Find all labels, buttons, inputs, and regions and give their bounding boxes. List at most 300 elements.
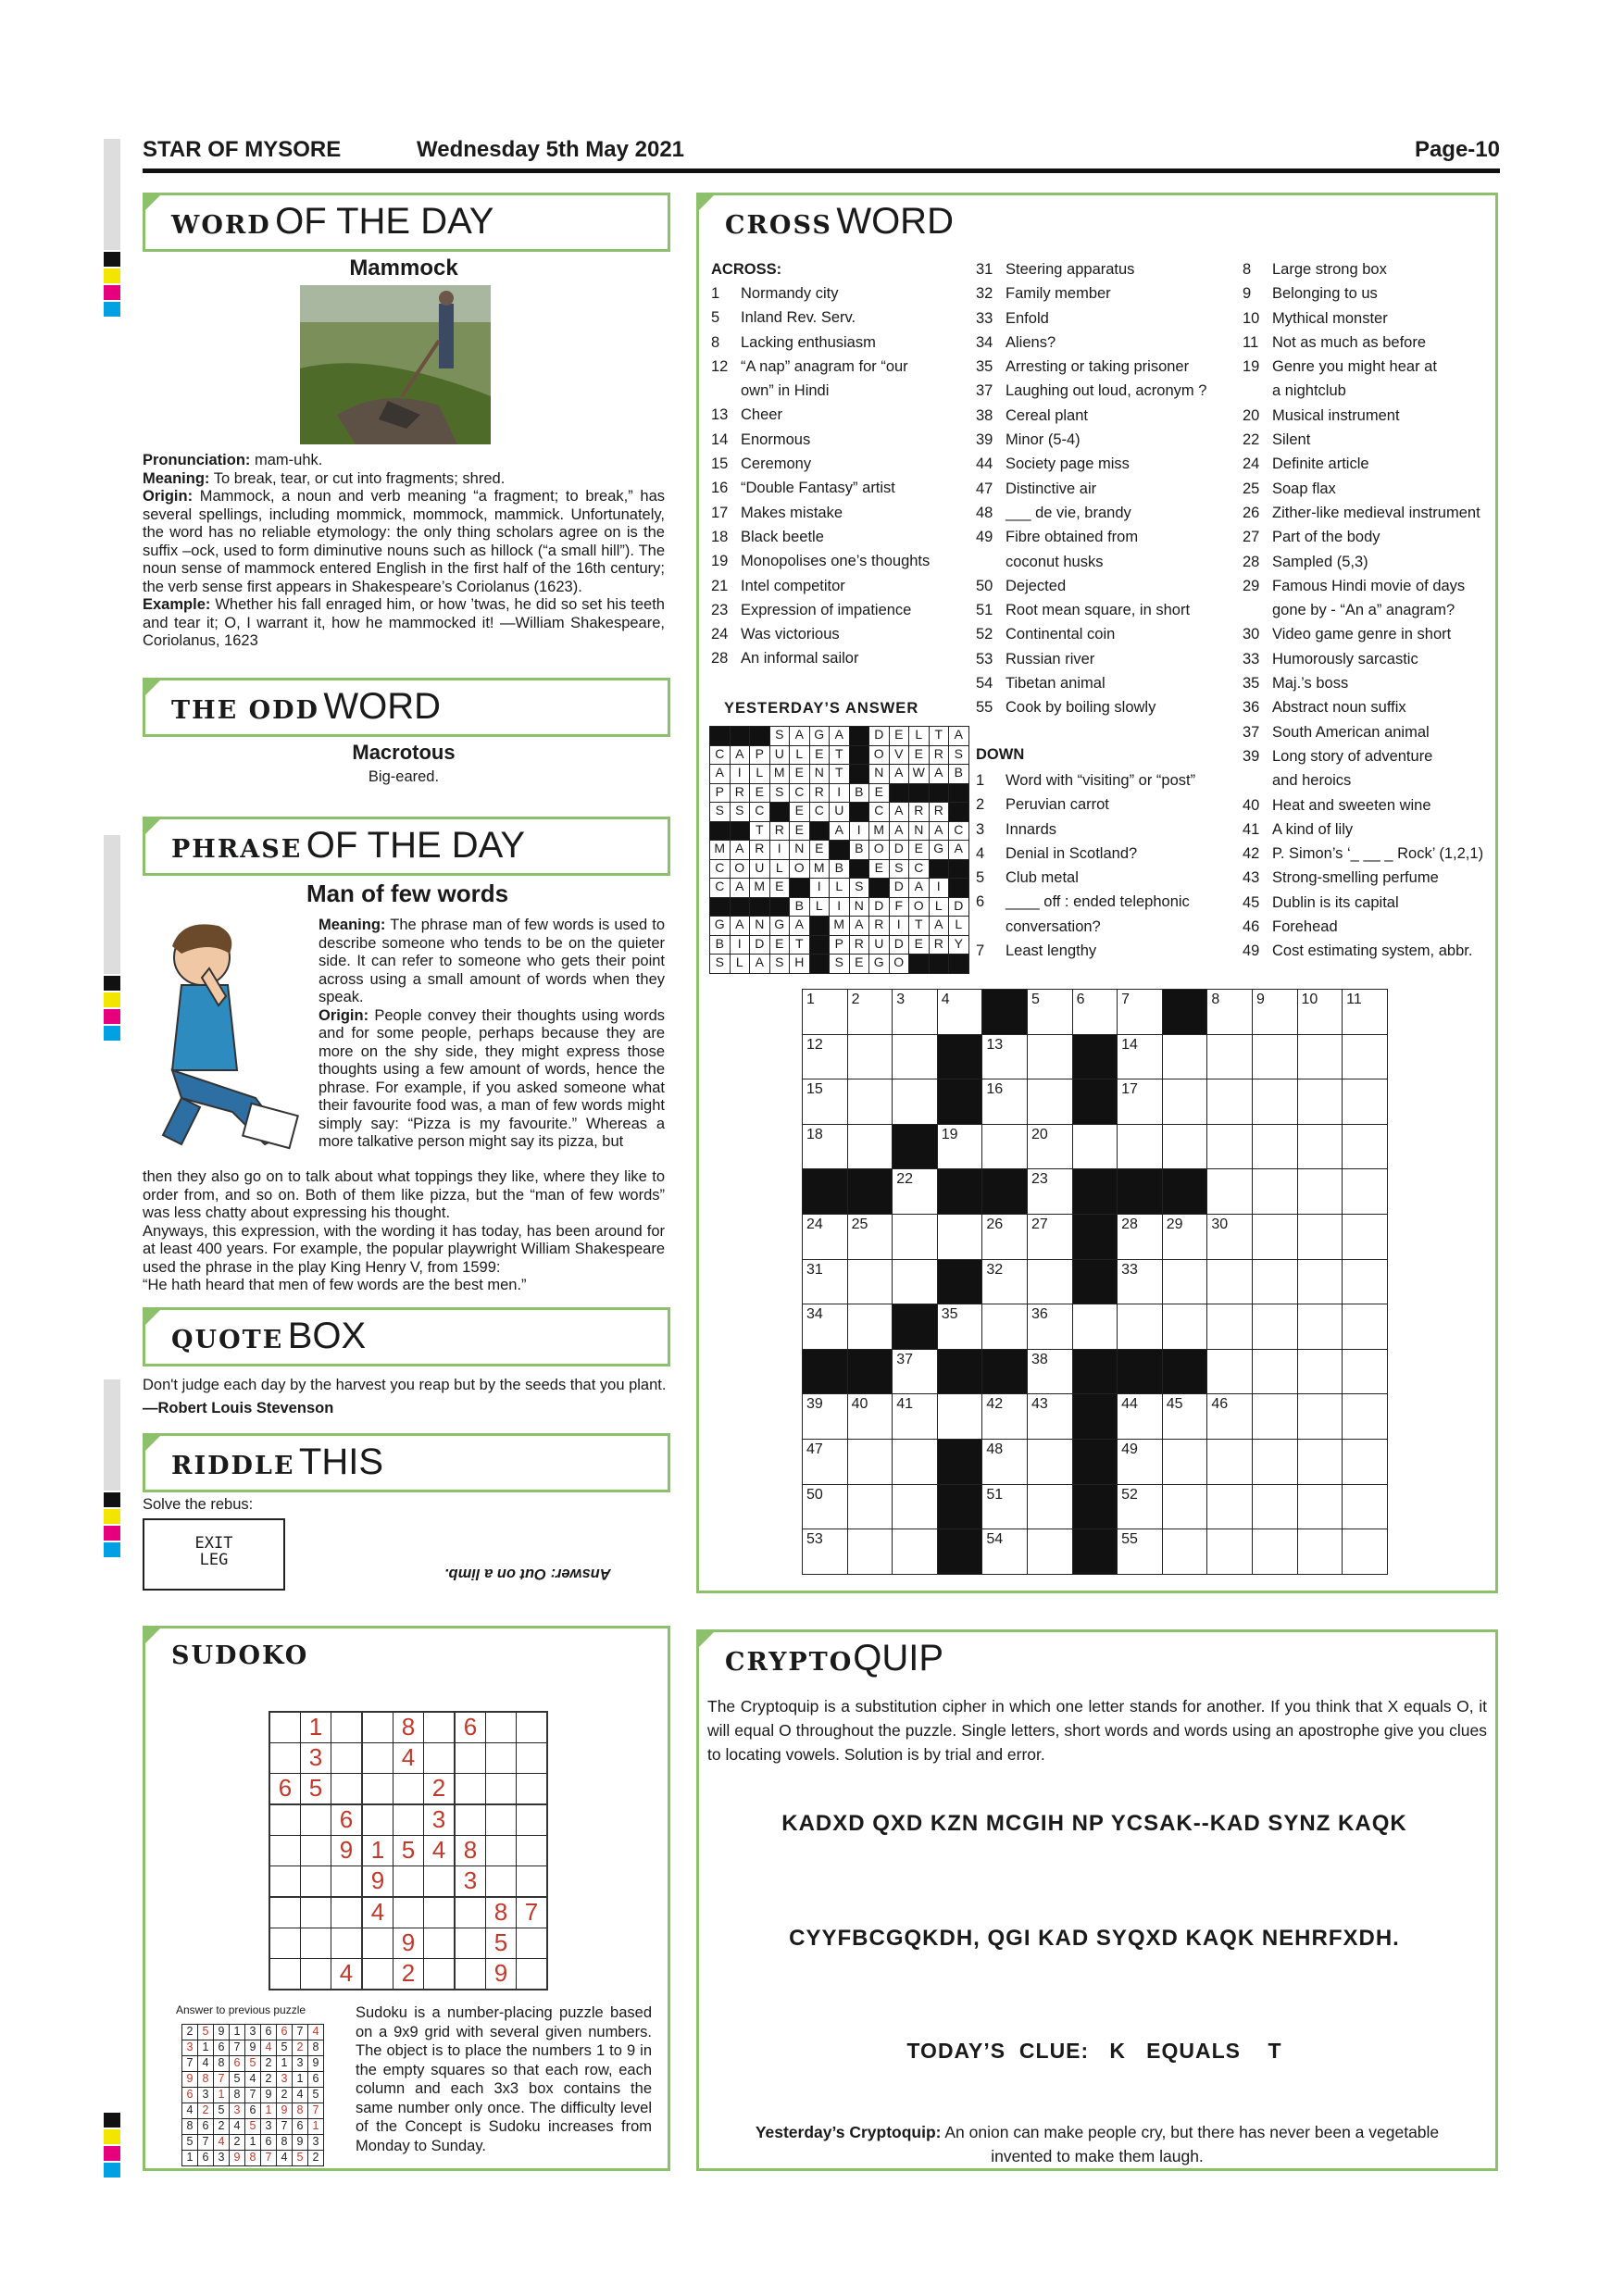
- sudoku-cell[interactable]: [424, 1897, 456, 1928]
- crossword-cell[interactable]: [1343, 1124, 1388, 1169]
- answer-cell: C: [790, 783, 810, 803]
- crossword-cell[interactable]: [847, 1124, 893, 1169]
- sudoku-cell[interactable]: [362, 1959, 394, 1990]
- cell-number: 20: [1031, 1126, 1048, 1142]
- previous-sudoku-cell: 9: [293, 2135, 308, 2151]
- answer-cell: D: [949, 897, 969, 917]
- crossword-cell[interactable]: [847, 1439, 893, 1484]
- crossword-cell[interactable]: [1207, 1034, 1253, 1079]
- clue-number: 10: [1243, 309, 1260, 327]
- clue-row: [711, 574, 970, 598]
- crossword-cell[interactable]: [1072, 1124, 1118, 1169]
- clue-row: [711, 281, 970, 306]
- crossword-cell[interactable]: [1252, 1034, 1297, 1079]
- clue-text: Black beetle: [741, 528, 824, 545]
- black-cell: [803, 1349, 848, 1394]
- crossword-cell[interactable]: [1027, 990, 1072, 1035]
- crossword-cell[interactable]: [1118, 1484, 1163, 1529]
- answer-cell: F: [889, 897, 909, 917]
- crossword-cell[interactable]: [1027, 1349, 1072, 1394]
- sudoku-cell[interactable]: [301, 1928, 331, 1959]
- sudoku-cell[interactable]: [331, 1928, 363, 1959]
- crossword-cell[interactable]: [893, 1034, 938, 1079]
- clue-text: Belonging to us: [1272, 285, 1378, 303]
- clue-number: 20: [1243, 406, 1260, 424]
- crossword-cell[interactable]: [1343, 1484, 1388, 1529]
- sudoku-cell[interactable]: [517, 1928, 548, 1959]
- crossword-cell[interactable]: [893, 1169, 938, 1215]
- sudoku-cell[interactable]: [331, 1897, 363, 1928]
- crossword-cell[interactable]: [1297, 1394, 1343, 1440]
- sudoku-cell[interactable]: [394, 1866, 424, 1898]
- sudoku-cell[interactable]: [362, 1743, 394, 1774]
- previous-sudoku-cell: 6: [198, 2119, 214, 2135]
- cell-number: 3: [896, 992, 906, 1007]
- sudoku-cell[interactable]: [517, 1959, 548, 1990]
- sudoku-cell[interactable]: [269, 1866, 301, 1898]
- clue-number: 36: [1243, 699, 1260, 717]
- clue-text: Long story of adventure: [1272, 747, 1433, 765]
- crossword-cell[interactable]: [1343, 1394, 1388, 1440]
- cell-number: 45: [1166, 1396, 1183, 1413]
- crossword-cell[interactable]: [1297, 1439, 1343, 1484]
- crossword-cell[interactable]: [1207, 1259, 1253, 1304]
- answer-cell: L: [830, 879, 850, 898]
- crossword-cell[interactable]: [847, 1259, 893, 1304]
- crossword-cell[interactable]: [937, 1214, 982, 1259]
- crossword-cell[interactable]: [1027, 1529, 1072, 1575]
- crossword-cell[interactable]: [982, 1439, 1028, 1484]
- crossword-cell[interactable]: [1252, 1304, 1297, 1350]
- sudoku-cell[interactable]: [424, 1866, 456, 1898]
- crossword-cell[interactable]: [1297, 1034, 1343, 1079]
- crossword-cell[interactable]: [1343, 990, 1388, 1035]
- clue-number: 51: [976, 602, 993, 619]
- clue-text: Arresting or taking prisoner: [1006, 358, 1190, 376]
- answer-cell: R: [730, 783, 750, 803]
- crossword-cell[interactable]: [1162, 1259, 1207, 1304]
- clue-row: [1243, 525, 1493, 549]
- crossword-cell[interactable]: [1252, 1259, 1297, 1304]
- sudoku-cell[interactable]: [331, 1774, 363, 1805]
- crossword-cell[interactable]: [893, 1529, 938, 1575]
- cell-number: 31: [806, 1261, 823, 1278]
- print-mark: [104, 2113, 120, 2128]
- answer-cell: B: [790, 897, 810, 917]
- crossword-cell[interactable]: [1118, 990, 1163, 1035]
- crossword-cell[interactable]: [1162, 1529, 1207, 1575]
- crossword-cell[interactable]: [1343, 1259, 1388, 1304]
- crossword-cell[interactable]: [1162, 1439, 1207, 1484]
- answer-cell: I: [830, 897, 850, 917]
- crossword-cell[interactable]: [893, 1484, 938, 1529]
- crossword-cell[interactable]: [1072, 1304, 1118, 1350]
- clue-text: Fibre obtained from: [1006, 529, 1139, 546]
- crossword-cell[interactable]: [982, 1079, 1028, 1125]
- sudoku-cell[interactable]: [394, 1804, 424, 1836]
- crossword-cell[interactable]: [1297, 1124, 1343, 1169]
- crossword-cell[interactable]: [847, 1214, 893, 1259]
- clue-text: Mythical monster: [1272, 309, 1388, 327]
- crossword-cell[interactable]: [1118, 1394, 1163, 1440]
- crossword-cell[interactable]: [1252, 990, 1297, 1035]
- sudoku-heading: [143, 1626, 670, 1685]
- sudoku-cell[interactable]: [362, 1804, 394, 1836]
- clue-row: [711, 306, 970, 330]
- sudoku-cell[interactable]: [455, 1743, 486, 1774]
- sudoku-cell[interactable]: [486, 1712, 517, 1743]
- crossword-cell[interactable]: [1118, 1259, 1163, 1304]
- crossword-cell[interactable]: [893, 1214, 938, 1259]
- black-cell: [1072, 1034, 1118, 1079]
- sudoku-cell[interactable]: [269, 1804, 301, 1836]
- black-cell: [849, 727, 869, 746]
- black-cell: [869, 879, 890, 898]
- crossword-cell[interactable]: [1207, 1124, 1253, 1169]
- crossword-cell[interactable]: [1027, 1304, 1072, 1350]
- sudoku-cell[interactable]: [301, 1866, 331, 1898]
- crossword-cell[interactable]: [803, 1394, 848, 1440]
- paper-name: STAR OF MYSORE: [143, 137, 342, 162]
- sudoku-cell[interactable]: [269, 1836, 301, 1866]
- crossword-cell[interactable]: [1027, 1439, 1072, 1484]
- sudoku-cell: 3: [424, 1804, 456, 1836]
- crossword-cell[interactable]: [1207, 1349, 1253, 1394]
- clue-text: Cook by boiling slowly: [1006, 699, 1156, 717]
- crossword-cell[interactable]: [1252, 1439, 1297, 1484]
- crossword-cell[interactable]: [1162, 1034, 1207, 1079]
- sudoku-cell[interactable]: [331, 1866, 363, 1898]
- crossword-cell[interactable]: [937, 1394, 982, 1440]
- crossword-cell[interactable]: [803, 1124, 848, 1169]
- answer-cell: D: [869, 897, 890, 917]
- clue-text: Cheer: [741, 406, 782, 424]
- cell-number: 43: [1031, 1396, 1048, 1413]
- crossword-cell[interactable]: [1252, 1124, 1297, 1169]
- crossword-cell[interactable]: [1118, 1214, 1163, 1259]
- clue-number: 45: [1243, 893, 1260, 911]
- sudoku-cell[interactable]: [301, 1959, 331, 1990]
- crossword-cell[interactable]: [847, 1529, 893, 1575]
- clue-text: Lacking enthusiasm: [741, 333, 876, 351]
- crossword-cell[interactable]: [1207, 1484, 1253, 1529]
- crossword-cell[interactable]: [1027, 1079, 1072, 1125]
- crossword-cell[interactable]: [1207, 990, 1253, 1035]
- clue-row: [976, 355, 1241, 379]
- rebus-bottom: LEG: [199, 1551, 229, 1569]
- sudoku-cell[interactable]: [455, 1774, 486, 1805]
- crossword-cell[interactable]: [1297, 1304, 1343, 1350]
- crossword-cell[interactable]: [1118, 1124, 1163, 1169]
- crossword-cell[interactable]: [1343, 1439, 1388, 1484]
- answer-cell: E: [889, 727, 909, 746]
- crossword-cell[interactable]: [803, 1214, 848, 1259]
- crossword-cell[interactable]: [847, 1484, 893, 1529]
- crossword-cell[interactable]: [982, 1484, 1028, 1529]
- crossword-cell[interactable]: [937, 1124, 982, 1169]
- crossword-cell[interactable]: [1252, 1169, 1297, 1215]
- crossword-cell[interactable]: [1297, 1259, 1343, 1304]
- sudoku-cell[interactable]: [301, 1804, 331, 1836]
- black-cell: [937, 1034, 982, 1079]
- clue-row: [976, 550, 1241, 574]
- crossword-cell[interactable]: [803, 1529, 848, 1575]
- sudoku-cell[interactable]: [362, 1774, 394, 1805]
- clue-row: [1243, 891, 1493, 915]
- answer-cell: E: [809, 745, 830, 765]
- crossword-cell[interactable]: [847, 1394, 893, 1440]
- previous-sudoku-cell: 5: [245, 2119, 261, 2135]
- crossword-cell[interactable]: [982, 1259, 1028, 1304]
- crossword-cell[interactable]: [1252, 1529, 1297, 1575]
- sudoku-cell[interactable]: [424, 1712, 456, 1743]
- crossword-cell[interactable]: [1297, 1079, 1343, 1125]
- crossword-cell[interactable]: [803, 990, 848, 1035]
- crossword-cell[interactable]: [1072, 990, 1118, 1035]
- sudoku-cell[interactable]: [455, 1959, 486, 1990]
- crossword-cell[interactable]: [847, 1079, 893, 1125]
- crossword-cell[interactable]: [1343, 1304, 1388, 1350]
- black-cell: [949, 955, 969, 974]
- clue-text: Normandy city: [741, 285, 839, 302]
- clue-number: 54: [976, 675, 993, 693]
- sudoku-cell[interactable]: [517, 1712, 548, 1743]
- sudoku-cell[interactable]: [362, 1712, 394, 1743]
- clue-row: [976, 695, 1241, 719]
- crossword-cell[interactable]: [1252, 1484, 1297, 1529]
- sudoku-cell[interactable]: [486, 1866, 517, 1898]
- black-cell: [1072, 1214, 1118, 1259]
- crossword-cell[interactable]: [1027, 1214, 1072, 1259]
- sudoku-cell[interactable]: [394, 1774, 424, 1805]
- crossword-cell[interactable]: [803, 1304, 848, 1350]
- clue-row: [1243, 915, 1493, 939]
- answer-cell: T: [909, 917, 930, 936]
- crossword-cell[interactable]: [803, 1259, 848, 1304]
- todays-clue: TODAY’S CLUE: K EQUALS T: [906, 2039, 1282, 2063]
- sudoku-cell[interactable]: [517, 1804, 548, 1836]
- crossword-cell[interactable]: [1162, 1484, 1207, 1529]
- crossword-cell[interactable]: [937, 1304, 982, 1350]
- black-cell: [830, 841, 850, 860]
- sudoku-cell[interactable]: [269, 1743, 301, 1774]
- rebus-box: [143, 1518, 285, 1591]
- sudoku-cell[interactable]: [517, 1836, 548, 1866]
- sudoku-cell[interactable]: [301, 1836, 331, 1866]
- crossword-cell[interactable]: [1343, 1034, 1388, 1079]
- clue-text: Makes mistake: [741, 504, 843, 521]
- crossword-cell[interactable]: [982, 1124, 1028, 1169]
- crossword-cell[interactable]: [893, 1394, 938, 1440]
- sudoku-cell[interactable]: [517, 1774, 548, 1805]
- sudoku-cell[interactable]: [269, 1712, 301, 1743]
- crossword-cell[interactable]: [982, 1214, 1028, 1259]
- black-cell: [710, 727, 731, 746]
- sudoku-cell[interactable]: [486, 1743, 517, 1774]
- crossword-cell[interactable]: [1297, 1484, 1343, 1529]
- sudoku-cell[interactable]: [269, 1928, 301, 1959]
- crossword-cell[interactable]: [893, 1079, 938, 1125]
- crossword-cell[interactable]: [803, 1034, 848, 1079]
- clue-number: 24: [711, 626, 729, 643]
- crossword-cell[interactable]: [1343, 1349, 1388, 1394]
- previous-sudoku-cell: 4: [293, 2088, 308, 2103]
- heading-small: PHRASE: [171, 835, 303, 864]
- crossword-cell[interactable]: [893, 990, 938, 1035]
- crossword-cell[interactable]: [847, 1034, 893, 1079]
- sudoku-cell[interactable]: [424, 1928, 456, 1959]
- crossword-cell[interactable]: [982, 1304, 1028, 1350]
- crossword-cell[interactable]: [982, 1034, 1028, 1079]
- answer-cell: E: [909, 935, 930, 955]
- sudoku-cell[interactable]: [331, 1743, 363, 1774]
- crossword-cell[interactable]: [1297, 1529, 1343, 1575]
- crossword-cell[interactable]: [1297, 990, 1343, 1035]
- answer-cell: N: [809, 765, 830, 784]
- black-cell: [769, 803, 790, 822]
- crossword-cell[interactable]: [1162, 1394, 1207, 1440]
- answer-cell: C: [869, 803, 890, 822]
- crossword-cell[interactable]: [1207, 1439, 1253, 1484]
- crossword-cell[interactable]: [803, 1484, 848, 1529]
- crossword-cell[interactable]: [1027, 1169, 1072, 1215]
- sudoku-cell: 5: [301, 1774, 331, 1805]
- crossword-cell[interactable]: [1207, 1214, 1253, 1259]
- crossword-cell[interactable]: [1162, 1124, 1207, 1169]
- crossword-cell[interactable]: [1252, 1214, 1297, 1259]
- crossword-cell[interactable]: [1207, 1169, 1253, 1215]
- black-cell: [710, 821, 731, 841]
- sudoku-cell[interactable]: [331, 1712, 363, 1743]
- crossword-cell[interactable]: [1343, 1214, 1388, 1259]
- crossword-cell[interactable]: [1252, 1394, 1297, 1440]
- crossword-cell[interactable]: [1207, 1079, 1253, 1125]
- crossword-cell[interactable]: [1207, 1394, 1253, 1440]
- clue-text: Peruvian carrot: [1006, 796, 1109, 814]
- crossword-cell[interactable]: [1027, 1484, 1072, 1529]
- sudoku-cell[interactable]: [517, 1743, 548, 1774]
- crossword-cell[interactable]: [1343, 1529, 1388, 1575]
- crossword-cell[interactable]: [1343, 1169, 1388, 1215]
- clue-text: Large strong box: [1272, 261, 1387, 278]
- clue-text: Part of the body: [1272, 529, 1380, 546]
- clue-number: 42: [1243, 845, 1260, 863]
- crossword-cell[interactable]: [803, 1079, 848, 1125]
- black-cell: [849, 803, 869, 822]
- answer-cell: A: [730, 917, 750, 936]
- answer-cell: R: [929, 745, 949, 765]
- crossword-cell[interactable]: [1118, 1304, 1163, 1350]
- crossword-cell[interactable]: [893, 1259, 938, 1304]
- crossword-cell[interactable]: [1297, 1169, 1343, 1215]
- crossword-cell[interactable]: [893, 1349, 938, 1394]
- sudoku-cell[interactable]: [269, 1897, 301, 1928]
- black-cell: [937, 1259, 982, 1304]
- label: Pronunciation:: [143, 452, 251, 468]
- sudoku-cell[interactable]: [424, 1959, 456, 1990]
- clue-number: 49: [1243, 942, 1260, 960]
- previous-sudoku-cell: 9: [230, 2151, 245, 2166]
- answer-cell: B: [849, 783, 869, 803]
- black-cell: [1072, 1529, 1118, 1575]
- meaning: The phrase man of few words is used to describe someone who tends to be on the quieter side. It can refer to someone who gets their point across using a small amount of words when they speak.: [319, 917, 665, 1005]
- sudoku-cell[interactable]: [455, 1804, 486, 1836]
- crossword-cell[interactable]: [1343, 1079, 1388, 1125]
- sudoku-cell[interactable]: [455, 1897, 486, 1928]
- clue-row: [711, 525, 970, 549]
- previous-sudoku-cell: 7: [198, 2135, 214, 2151]
- cell-number: 19: [941, 1126, 958, 1142]
- cell-number: 17: [1121, 1081, 1138, 1098]
- crossword-cell[interactable]: [1162, 1214, 1207, 1259]
- answer-cell: E: [869, 859, 890, 879]
- sudoku-cell[interactable]: [394, 1897, 424, 1928]
- crossword-cell[interactable]: [1118, 1079, 1163, 1125]
- sudoku-cell[interactable]: [362, 1928, 394, 1959]
- crossword-cell[interactable]: [1162, 1304, 1207, 1350]
- label: Example:: [143, 596, 211, 613]
- crossword-cell[interactable]: [1252, 1079, 1297, 1125]
- crossword-cell[interactable]: [1118, 1034, 1163, 1079]
- crossword-cell[interactable]: [1252, 1349, 1297, 1394]
- sudoku-cell[interactable]: [424, 1743, 456, 1774]
- cell-number: 40: [851, 1396, 868, 1413]
- sudoku-cell[interactable]: [486, 1774, 517, 1805]
- sudoku-cell[interactable]: [269, 1959, 301, 1990]
- crossword-cell[interactable]: [1207, 1304, 1253, 1350]
- clue-number: 40: [1243, 796, 1260, 814]
- riddle-heading: [143, 1433, 670, 1492]
- sudoku-cell[interactable]: [486, 1804, 517, 1836]
- black-cell: [937, 1484, 982, 1529]
- crossword-cell[interactable]: [982, 1529, 1028, 1575]
- crossword-cell[interactable]: [1207, 1529, 1253, 1575]
- crossword-cell[interactable]: [1027, 1259, 1072, 1304]
- answer-cell: E: [809, 841, 830, 860]
- clue-text: Dejected: [1006, 577, 1067, 594]
- black-cell: [929, 783, 949, 803]
- odd-word-meaning: Big-eared.: [368, 768, 440, 785]
- answer-cell: G: [809, 727, 830, 746]
- crossword-cell[interactable]: [1297, 1349, 1343, 1394]
- crossword-cell[interactable]: [1162, 1079, 1207, 1125]
- heading-small: CROSS: [725, 211, 832, 240]
- crossword-cell[interactable]: [847, 990, 893, 1035]
- crossword-cell[interactable]: [1027, 1124, 1072, 1169]
- previous-sudoku-cell: 6: [308, 2072, 324, 2088]
- crossword-cell[interactable]: [1027, 1394, 1072, 1440]
- crossword-cell[interactable]: [937, 990, 982, 1035]
- sudoku-cell: 8: [394, 1712, 424, 1743]
- crossword-cell[interactable]: [1118, 1529, 1163, 1575]
- crossword-cell[interactable]: [803, 1439, 848, 1484]
- clue-number: 19: [711, 553, 729, 570]
- sudoku-cell[interactable]: [486, 1836, 517, 1866]
- corner-tab-icon: [696, 1629, 717, 1650]
- crossword-cell[interactable]: [1027, 1034, 1072, 1079]
- crossword-cell[interactable]: [893, 1439, 938, 1484]
- sudoku-cell[interactable]: [517, 1866, 548, 1898]
- crossword-cell[interactable]: [982, 1394, 1028, 1440]
- crossword-cell[interactable]: [847, 1304, 893, 1350]
- sudoku-cell[interactable]: [301, 1897, 331, 1928]
- cell-number: 28: [1121, 1216, 1138, 1232]
- sudoku-cell[interactable]: [455, 1928, 486, 1959]
- heading-small: CRYPTO: [725, 1648, 854, 1677]
- crossword-cell[interactable]: [1297, 1214, 1343, 1259]
- crossword-cell[interactable]: [1118, 1439, 1163, 1484]
- clue-number: 28: [1243, 553, 1260, 570]
